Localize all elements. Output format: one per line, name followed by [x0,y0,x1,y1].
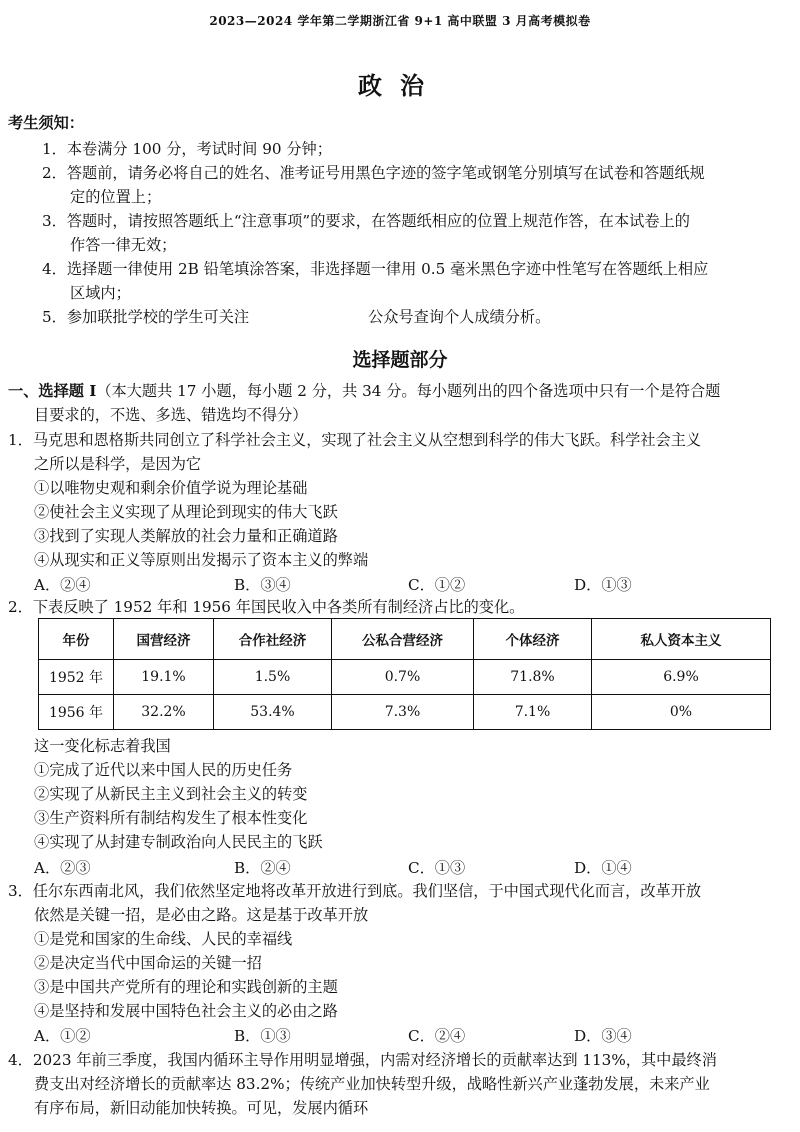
notice-item: 公众号查询个人成绩分析。 [368,308,551,326]
part-description: （本大题共 17 小题，每小题 2 分，共 34 分。每小题列出的四个备选项中只有一个是符合题 [96,382,721,400]
table-cell: 53.4% [214,695,332,730]
question-item: ①以唯物史观和剩余价值学说为理论基础 [34,479,308,497]
notice-item: 1．本卷满分 100 分，考试时间 90 分钟； [42,140,332,158]
answer-options [34,574,774,596]
table-header: 年份 [39,619,114,660]
answer-options [34,1025,774,1047]
option-d: D．③④ [574,1027,632,1045]
question-item: ①完成了近代以来中国人民的历史任务 [34,761,293,779]
economy-table [38,618,771,730]
question-item: ①是党和国家的生命线、人民的幸福线 [34,930,293,948]
part-label: 一、选择题 I [8,382,97,400]
table-header: 私人资本主义 [592,619,771,660]
question-stem: 有序布局，新旧动能加快转换。可见，发展内循环 [34,1099,369,1117]
option-b: B．③④ [234,576,291,594]
table-cell: 0.7% [332,660,474,695]
question-item: ③生产资料所有制结构发生了根本性变化 [34,809,308,827]
option-a: A．②③ [34,859,91,877]
table-header-row [39,619,771,660]
option-c: C．①② [408,576,466,594]
option-a: A．②④ [34,576,91,594]
question-item: ④实现了从封建专制政治向人民民主的飞跃 [34,833,323,851]
question-item: ④是坚持和发展中国特色社会主义的必由之路 [34,1002,338,1020]
question-item: ③找到了实现人类解放的社会力量和正确道路 [34,527,338,545]
table-cell: 71.8% [474,660,592,695]
option-d: D．①③ [574,576,632,594]
question-stem: 之所以是科学，是因为它 [34,455,202,473]
question-item: ②使社会主义实现了从理论到现实的伟大飞跃 [34,503,338,521]
table-cell: 1952 年 [39,660,114,695]
question-stem: 2．下表反映了 1952 年和 1956 年国民收入中各类所有制经济占比的变化。 [8,598,525,616]
part-heading [8,381,720,401]
question-stem: 3．任尔东西南北风，我们依然坚定地将改革开放进行到底。我们坚信，于中国式现代化而言，改革开放 [8,882,702,900]
option-d: D．①④ [574,859,632,877]
table-row [39,695,771,730]
section-title: 选择题部分 [352,349,448,371]
question-item: ③是中国共产党所有的理论和实践创新的主题 [34,978,338,996]
table-cell: 1956 年 [39,695,114,730]
question-stem: 1．马克思和恩格斯共同创立了科学社会主义，实现了社会主义从空想到科学的伟大飞跃。科学社会主义 [8,431,702,449]
table-header: 合作社经济 [214,619,332,660]
table-cell: 32.2% [114,695,214,730]
table-cell: 1.5% [214,660,332,695]
notice-item: 5．参加联批学校的学生可关注 [42,308,250,326]
notice-item: 区域内； [70,284,131,302]
subject-title: 政治 [358,71,442,100]
table-cell: 7.1% [474,695,592,730]
question-stem: 费支出对经济增长的贡献率达 83.2%；传统产业加快转型升级，战略性新兴产业蓬勃发展，未来产业 [34,1075,710,1093]
question-item: ②实现了从新民主主义到社会主义的转变 [34,785,308,803]
notice-item: 作答一律无效； [70,236,177,254]
option-b: B．②④ [234,859,291,877]
question-item: ④从现实和正义等原则出发揭示了资本主义的弊端 [34,551,369,569]
notice-item: 定的位置上； [70,188,162,206]
table-cell: 19.1% [114,660,214,695]
part-description-cont: 目要求的，不选、多选、错选均不得分） [34,406,308,424]
question-item: ②是决定当代中国命运的关键一招 [34,954,262,972]
option-a: A．①② [34,1027,91,1045]
notice-item: 3．答题时，请按照答题纸上“注意事项”的要求，在答题纸相应的位置上规范作答，在本试卷上的 [42,212,690,230]
option-c: C．①③ [408,859,466,877]
answer-options [34,857,774,879]
table-header: 公私合营经济 [332,619,474,660]
table-row [39,660,771,695]
table-cell: 6.9% [592,660,771,695]
option-b: B．①③ [234,1027,291,1045]
table-cell: 0% [592,695,771,730]
table-header: 国营经济 [114,619,214,660]
notice-item: 2．答题前，请务必将自己的姓名、准考证号用黑色字迹的签字笔或钢笔分别填写在试卷和答题纸规 [42,164,705,182]
question-stem: 依然是关键一招，是必由之路。这是基于改革开放 [34,906,369,924]
table-header: 个体经济 [474,619,592,660]
notice-item: 4．选择题一律使用 2B 铅笔填涂答案，非选择题一律用 0.5 毫米黑色字迹中性笔写在答题纸上相应 [42,260,709,278]
question-stem: 4．2023 年前三季度，我国内循环主导作用明显增强，内需对经济增长的贡献率达到 113%，其中最终消 [8,1051,717,1069]
exam-title: 2023—2024 学年第二学期浙江省 9+1 高中联盟 3 月高考模拟卷 [209,14,591,28]
table-cell: 7.3% [332,695,474,730]
question-stem: 这一变化标志着我国 [34,737,171,755]
notice-heading: 考生须知： [8,114,84,132]
option-c: C．②④ [408,1027,466,1045]
